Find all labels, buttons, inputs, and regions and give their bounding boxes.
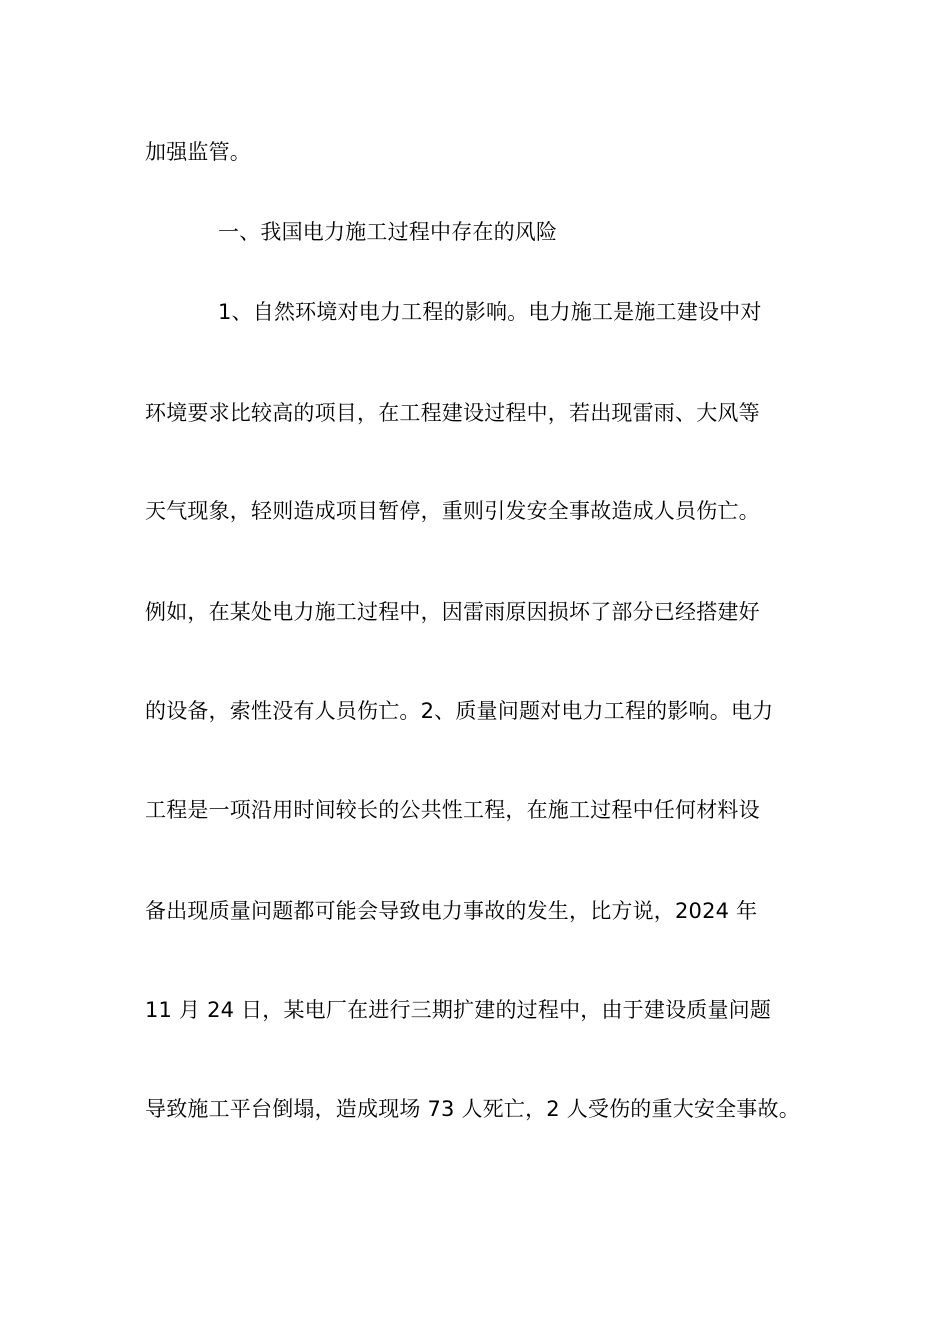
paragraph-line: 工程是一项沿用时间较长的公共性工程，在施工过程中任何材料设 <box>145 798 760 822</box>
paragraph-line: 1、自然环境对电力工程的影响。电力施工是施工建设中对 <box>218 300 762 324</box>
paragraph-line: 环境要求比较高的项目，在工程建设过程中，若出现雷雨、大风等 <box>145 401 760 425</box>
paragraph-line: 导致施工平台倒塌，造成现场 73 人死亡，2 人受伤的重大安全事故。 <box>145 1097 800 1121</box>
paragraph-line: 天气现象，轻则造成项目暂停，重则引发安全事故造成人员伤亡。 <box>145 499 760 523</box>
paragraph-line: 11 月 24 日，某电厂在进行三期扩建的过程中，由于建设质量问题 <box>145 998 772 1022</box>
section-heading: 一、我国电力施工过程中存在的风险 <box>218 220 558 244</box>
paragraph-line: 备出现质量问题都可能会导致电力事故的发生，比方说，2024 年 <box>145 899 758 923</box>
paragraph-line: 例如，在某处电力施工过程中，因雷雨原因损坏了部分已经搭建好 <box>145 600 760 624</box>
paragraph-line: 的设备，索性没有人员伤亡。2、质量问题对电力工程的影响。电力 <box>145 699 774 723</box>
paragraph-line: 加强监管。 <box>145 140 251 164</box>
